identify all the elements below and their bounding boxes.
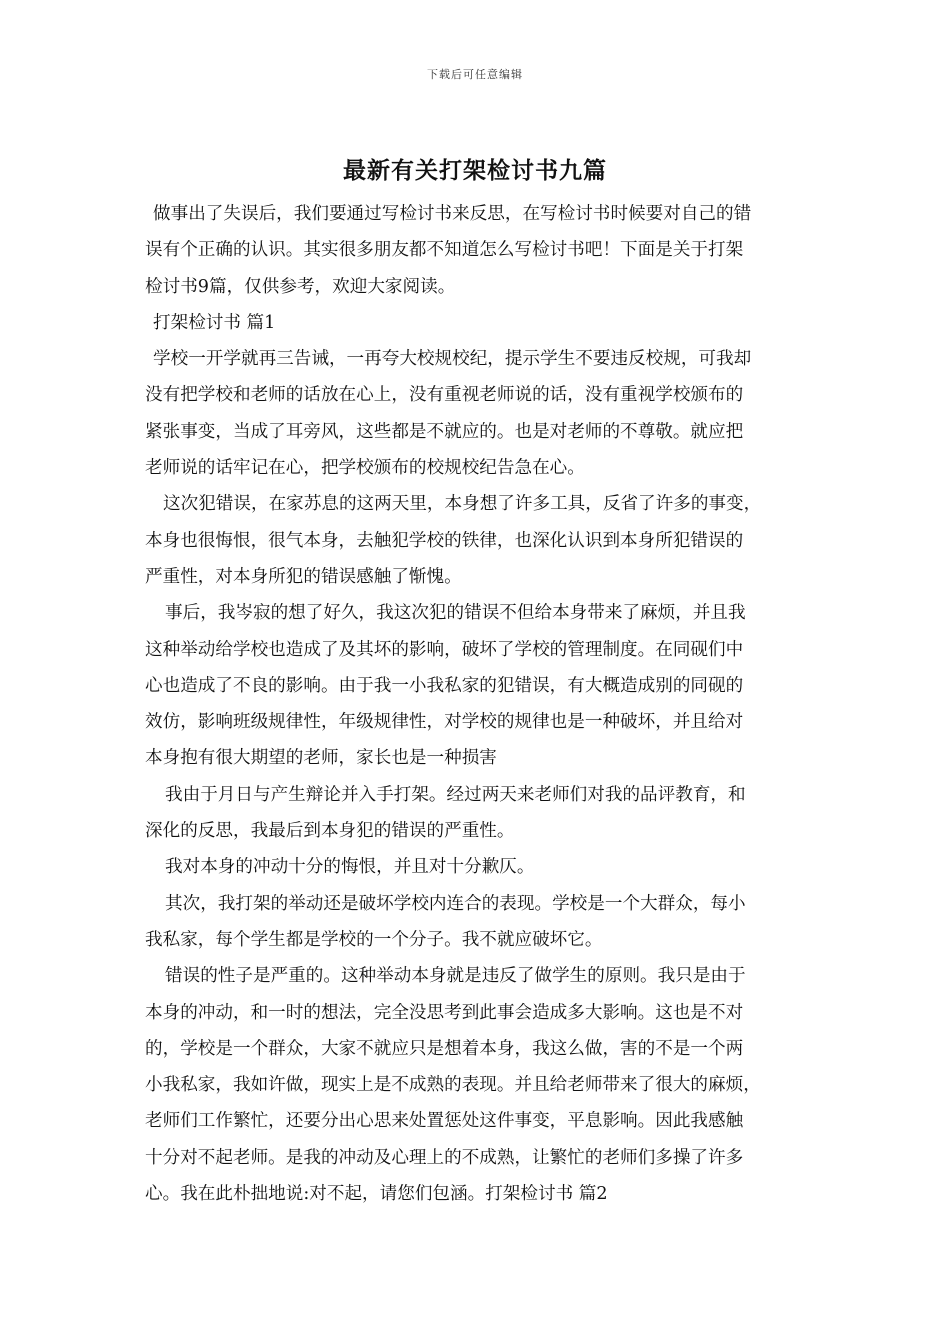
body-line: 老师们工作繁忙，还要分出心思来处置惩处这件事变，平息影响。因此我感触 [145, 1111, 744, 1132]
body-line: 心也造成了不良的影响。由于我一小我私家的犯错误，有大概造成别的同砚的 [145, 675, 744, 696]
body-line: 这次犯错误，在家苏息的这两天里，本身想了许多工具，反省了许多的事变， [163, 494, 762, 515]
body-line: 本身的冲动，和一时的想法，完全没思考到此事会造成多大影响。这也是不对 [145, 1002, 744, 1023]
body-line: 老师说的话牢记在心，把学校颁布的校规校纪告急在心。 [145, 458, 585, 479]
body-line: 检讨书9篇，仅供参考，欢迎大家阅读。 [145, 276, 456, 297]
body-line: 本身也很悔恨，很气本身，去触犯学校的铁律，也深化认识到本身所犯错误的 [145, 530, 744, 551]
body-line: 十分对不起老师。是我的冲动及心理上的不成熟，让繁忙的老师们多操了许多 [145, 1147, 744, 1168]
body-line: 紧张事变，当成了耳旁风，这些都是不就应的。也是对老师的不尊敬。就应把 [145, 421, 744, 442]
body-line: 没有把学校和老师的话放在心上，没有重视老师说的话，没有重视学校颁布的 [145, 385, 744, 406]
body-line: 我对本身的冲动十分的悔恨，并且对十分歉仄。 [165, 857, 535, 878]
body-line: 的，学校是一个群众，大家不就应只是想着本身，我这么做，害的不是一个两 [145, 1038, 744, 1059]
page-header-note: 下载后可任意编辑 [427, 68, 523, 81]
body-line: 小我私家，我如许做，现实上是不成熟的表现。并且给老师带来了很大的麻烦， [145, 1075, 761, 1096]
body-line: 深化的反思，我最后到本身犯的错误的严重性。 [145, 821, 515, 842]
document-body [145, 196, 811, 1212]
body-line: 错误的性子是严重的。这种举动本身就是违反了做学生的原则。我只是由于 [165, 966, 746, 987]
body-line: 其次，我打架的举动还是破坏学校内连合的表现。学校是一个大群众，每小 [165, 893, 746, 914]
body-line: 这种举动给学校也造成了及其坏的影响，破坏了学校的管理制度。在同砚们中 [145, 639, 744, 660]
body-line: 误有个正确的认识。其实很多朋友都不知道怎么写检讨书吧！下面是关于打架 [145, 240, 744, 261]
section-heading: 打架检讨书 篇1 [153, 312, 276, 333]
body-line: 我由于月日与产生辩论并入手打架。经过两天来老师们对我的品评教育，和 [165, 784, 746, 805]
body-line: 做事出了失误后，我们要通过写检讨书来反思，在写检讨书时候要对自己的错 [153, 204, 752, 224]
body-line: 本身抱有很大期望的老师，家长也是一种损害 [145, 748, 497, 769]
body-line: 严重性，对本身所犯的错误感触了惭愧。 [145, 566, 462, 587]
body-line: 事后，我岑寂的想了好久，我这次犯的错误不但给本身带来了麻烦，并且我 [165, 603, 746, 624]
body-line: 效仿，影响班级规律性，年级规律性，对学校的规律也是一种破坏，并且给对 [145, 712, 744, 733]
body-line: 我私家，每个学生都是学校的一个分子。我不就应破坏它。 [145, 929, 603, 950]
document-title: 最新有关打架检讨书九篇 [343, 157, 607, 184]
body-line: 心。我在此朴拙地说:对不起，请您们包涵。打架检讨书 篇2 [145, 1184, 608, 1205]
body-line: 学校一开学就再三告诫，一再夸大校规校纪，提示学生不要违反校规，可我却 [153, 349, 752, 370]
